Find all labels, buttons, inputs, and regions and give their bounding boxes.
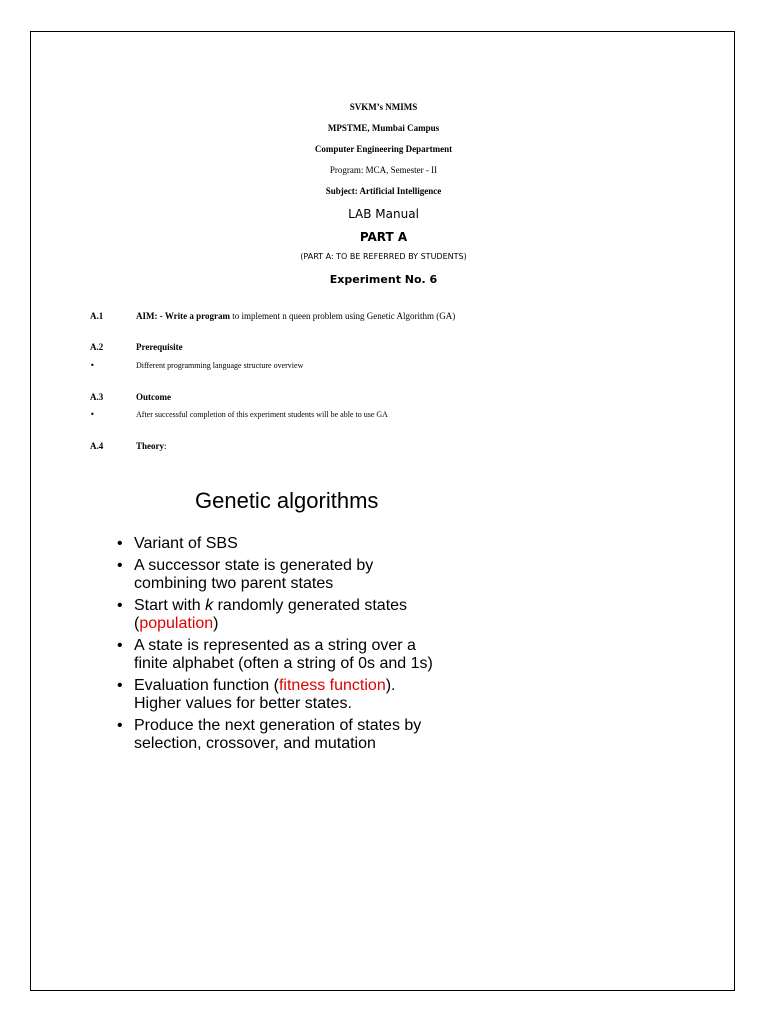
bullet-marker: • [90, 410, 95, 419]
section-a2-title: Prerequisite [136, 342, 183, 352]
institution-name: SVKM’s NMIMS [349, 102, 418, 112]
program-line: Program: MCA, Semester - II [329, 165, 438, 175]
section-a1-number: A.1 [90, 311, 104, 321]
slide-bullet-text [134, 615, 219, 633]
slide-title: Genetic algorithms [195, 488, 379, 513]
campus-name: MPSTME, Mumbai Campus [327, 123, 440, 133]
document-page [30, 31, 735, 991]
outcome-item: After successful completion of this experiment students will be able to use GA [136, 410, 388, 419]
experiment-number: Experiment No. 6 [329, 273, 438, 286]
slide-bullet-text: Higher values for better states. [134, 695, 352, 712]
lab-manual-title: LAB Manual [348, 207, 419, 221]
slide-bullet-text: Variant of SBS [134, 535, 238, 552]
section-a4-title [136, 441, 167, 451]
bullet-marker: • [117, 677, 123, 694]
section-a2-number: A.2 [90, 342, 104, 352]
text-part: ) [213, 615, 219, 632]
theory-colon: : [164, 441, 167, 451]
bullet-marker: • [90, 361, 95, 370]
slide-bullet-text: A state is represented as a string over a [134, 637, 416, 654]
slide-bullet-text [134, 677, 396, 695]
subject-line: Subject: Artificial Intelligence [325, 186, 442, 196]
aim-label: AIM: - Write a program [136, 311, 230, 321]
slide-bullet-text: Produce the next generation of states by [134, 717, 422, 734]
slide-bullet-text: finite alphabet (often a string of 0s and 1s) [134, 655, 433, 672]
text-part: ( [134, 615, 140, 632]
section-a1-aim [136, 311, 455, 321]
section-a4-number: A.4 [90, 441, 104, 451]
bullet-marker: • [117, 557, 123, 574]
highlight-population: population [139, 615, 214, 632]
text-part: Start with [134, 597, 206, 614]
bullet-marker: • [117, 597, 123, 614]
bullet-marker: • [117, 535, 123, 552]
slide-bullet-text: selection, crossover, and mutation [134, 735, 376, 752]
text-part: ). [385, 677, 396, 694]
bullet-marker: • [117, 717, 123, 734]
aim-text: to implement n queen problem using Genetic Algorithm (GA) [229, 311, 456, 321]
slide-bullet-text: A successor state is generated by [134, 557, 374, 574]
text-part: randomly generated states [213, 597, 408, 614]
highlight-fitness-function: fitness function [278, 677, 386, 694]
slide-bullet-text [134, 597, 407, 615]
slide-bullet-text: combining two parent states [134, 575, 334, 592]
section-a3-title: Outcome [136, 392, 171, 402]
variable-k: k [205, 597, 214, 614]
section-a3-number: A.3 [90, 392, 104, 402]
prerequisite-item: Different programming language structure overview [136, 361, 304, 370]
part-heading: PART A [359, 230, 408, 244]
department-name: Computer Engineering Department [314, 144, 453, 154]
text-part: Evaluation function ( [134, 677, 279, 694]
bullet-marker: • [117, 637, 123, 654]
theory-label: Theory [136, 441, 164, 451]
part-note: (PART A: TO BE REFERRED BY STUDENTS) [300, 252, 467, 261]
